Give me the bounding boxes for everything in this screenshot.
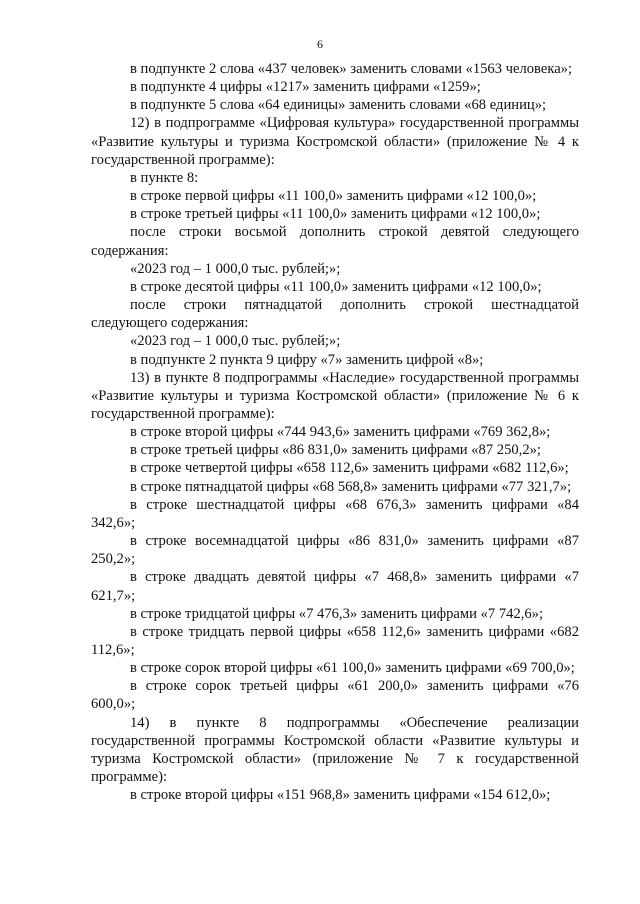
paragraph: в подпункте 2 пункта 9 цифру «7» заменить цифрой «8»; bbox=[130, 351, 484, 368]
paragraph: 12) в подпрограмме «Цифровая культура» государственной программы «Развитие культуры и туризма Костромской области» (приложение № 4 к государственной программе): bbox=[91, 115, 579, 168]
paragraph: в строке второй цифры «151 968,8» заменить цифрами «154 612,0»; bbox=[130, 787, 551, 804]
paragraph: после строки пятнадцатой дополнить строкой шестнадцатой следующего содержания: bbox=[91, 297, 579, 332]
paragraph: в пункте 8: bbox=[130, 169, 199, 186]
paragraph: «2023 год – 1 000,0 тыс. рублей;»; bbox=[130, 333, 341, 350]
paragraph: в строке восемнадцатой цифры «86 831,0» заменить цифрами «87 250,2»; bbox=[91, 533, 579, 568]
paragraph: после строки восьмой дополнить строкой девятой следующего содержания: bbox=[91, 224, 579, 259]
paragraph: в подпункте 2 слова «437 человек» заменить словами «1563 человека»; bbox=[130, 61, 573, 77]
paragraph: «2023 год – 1 000,0 тыс. рублей;»; bbox=[130, 260, 341, 277]
paragraph: в строке второй цифры «744 943,6» заменить цифрами «769 362,8»; bbox=[130, 424, 551, 441]
paragraph: в строке двадцать девятой цифры «7 468,8» заменить цифрами «7 621,7»; bbox=[91, 569, 579, 604]
paragraph: в строке сорок второй цифры «61 100,0» заменить цифрами «69 700,0»; bbox=[130, 660, 575, 677]
paragraph: в строке сорок третьей цифры «61 200,0» заменить цифрами «76 600,0»; bbox=[91, 678, 579, 713]
paragraph: в строке третьей цифры «86 831,0» заменить цифрами «87 250,2»; bbox=[130, 442, 541, 459]
paragraph: в строке шестнадцатой цифры «68 676,3» заменить цифрами «84 342,6»; bbox=[91, 496, 579, 531]
paragraph: в строке третьей цифры «11 100,0» заменить цифрами «12 100,0»; bbox=[130, 206, 541, 223]
paragraph: в строке тридцатой цифры «7 476,3» заменить цифрами «7 742,6»; bbox=[130, 605, 544, 622]
paragraph: в строке четвертой цифры «658 112,6» заменить цифрами «682 112,6»; bbox=[130, 460, 569, 477]
paragraph: в строке первой цифры «11 100,0» заменить цифрами «12 100,0»; bbox=[130, 188, 537, 205]
page-number: 6 bbox=[317, 37, 323, 51]
paragraph: 14) в пункте 8 подпрограммы «Обеспечение реализации государственной программы Костромской области «Развитие культуры и туризма Костромской области» (приложение № 7 к государственной программе): bbox=[91, 714, 579, 786]
paragraph: в строке пятнадцатой цифры «68 568,8» заменить цифрами «77 321,7»; bbox=[130, 478, 572, 495]
paragraph: в строке тридцать первой цифры «658 112,6» заменить цифрами «682 112,6»; bbox=[91, 623, 579, 658]
paragraph: 13) в пункте 8 подпрограммы «Наследие» государственной программы «Развитие культуры и туризма Костромской области» (приложение № 6 к государственной программе): bbox=[91, 369, 579, 422]
paragraph: в строке десятой цифры «11 100,0» заменить цифрами «12 100,0»; bbox=[130, 278, 542, 295]
document-body bbox=[91, 60, 579, 804]
paragraph: в подпункте 4 цифры «1217» заменить цифрами «1259»; bbox=[130, 79, 481, 96]
paragraph: в подпункте 5 слова «64 единицы» заменить словами «68 единиц»; bbox=[130, 97, 547, 114]
